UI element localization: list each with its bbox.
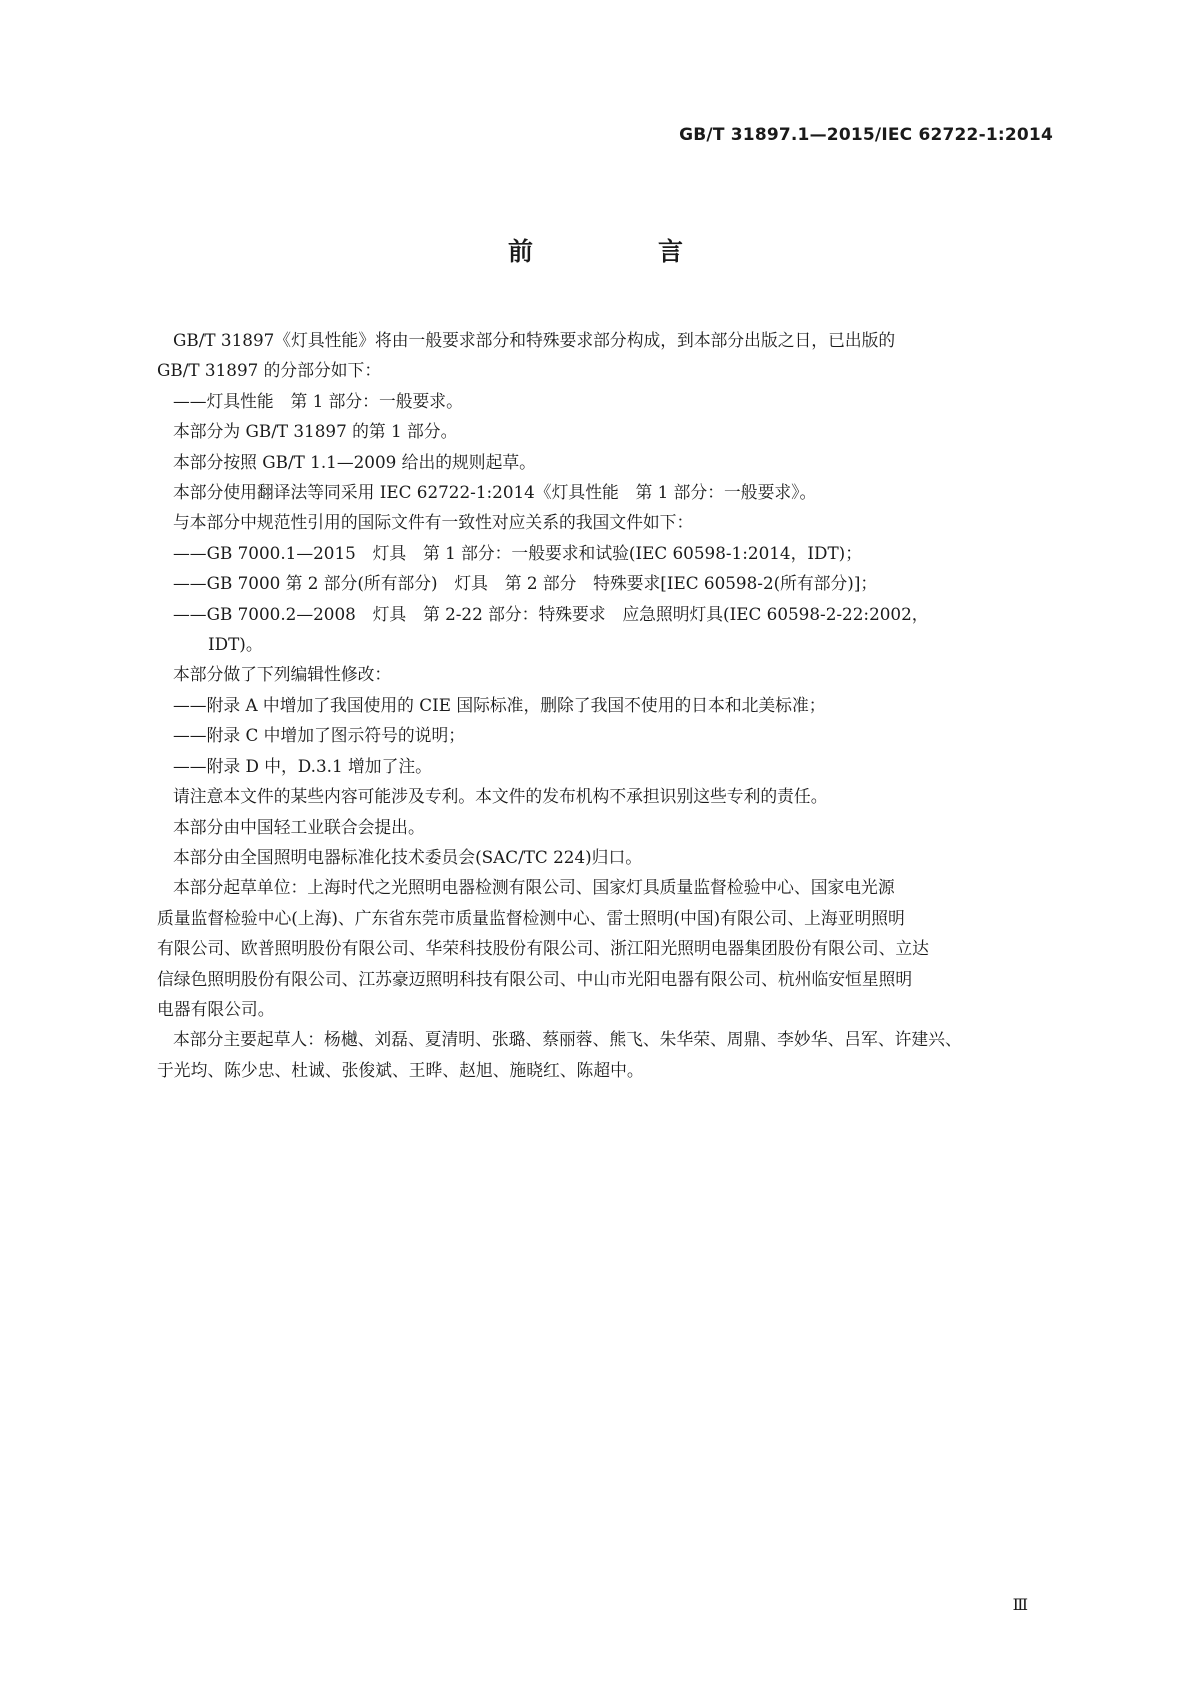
paragraph: 本部分按照 GB/T 1.1—2009 给出的规则起草。 [173,451,536,472]
list-item: ——附录 C 中增加了图示符号的说明； [173,725,466,746]
page-number: Ⅲ [1012,1595,1028,1614]
paragraph: 本部分起草单位：上海时代之光照明电器检测有限公司、国家灯具质量监督检验中心、国家电光源 [173,877,895,898]
list-item-continuation: IDT)。 [208,634,263,655]
paragraph-continuation: 于光均、陈少忠、杜诚、张俊斌、王晔、赵旭、施晓红、陈超中。 [157,1059,644,1080]
list-item: ——GB 7000.2—2008 灯具 第 2-22 部分：特殊要求 应急照明灯具(IEC 60598-2-22:2002， [173,603,929,624]
paragraph-continuation: 信绿色照明股份有限公司、江苏豪迈照明科技有限公司、中山市光阳电器有限公司、杭州临安恒星照明 [157,968,913,989]
paragraph: 与本部分中规范性引用的国际文件有一致性对应关系的我国文件如下： [173,512,694,533]
paragraph: 本部分使用翻译法等同采用 IEC 62722-1:2014《灯具性能 第 1 部分：一般要求》。 [173,482,817,503]
list-item: ——附录 A 中增加了我国使用的 CIE 国际标准，删除了我国不使用的日本和北美标准； [173,694,826,715]
list-item: ——附录 D 中，D.3.1 增加了注。 [173,755,432,776]
paragraph-continuation: 质量监督检验中心(上海)、广东省东莞市质量监督检测中心、雷士照明(中国)有限公司、上海亚明照明 [157,907,905,928]
paragraph: 本部分做了下列编辑性修改： [173,664,392,685]
paragraph: 本部分由全国照明电器标准化技术委员会(SAC/TC 224)归口。 [173,846,643,867]
paragraph: 本部分主要起草人：杨樾、刘磊、夏清明、张璐、蔡丽蓉、熊飞、朱华荣、周鼎、李妙华、吕军、许建兴、 [173,1029,962,1050]
foreword-body [157,325,1070,1085]
paragraph-continuation: 有限公司、欧普照明股份有限公司、华荣科技股份有限公司、浙江阳光照明电器集团股份有限公司、立达 [157,938,929,959]
list-item: ——灯具性能 第 1 部分：一般要求。 [173,390,463,411]
paragraph: 本部分为 GB/T 31897 的第 1 部分。 [173,421,458,442]
list-item: ——GB 7000 第 2 部分(所有部分) 灯具 第 2 部分 特殊要求[IEC 60598-2(所有部分)]； [173,573,878,594]
standard-code-header: GB/T 31897.1—2015/IEC 62722-1:2014 [679,125,1053,145]
page-title: 前 言 [507,237,733,266]
paragraph: GB/T 31897《灯具性能》将由一般要求部分和特殊要求部分构成，到本部分出版之日，已出版的 [173,330,896,350]
list-item: ——GB 7000.1—2015 灯具 第 1 部分：一般要求和试验(IEC 60598-1:2014，IDT)； [173,542,862,563]
paragraph: GB/T 31897 的分部分如下： [157,360,382,381]
paragraph: 本部分由中国轻工业联合会提出。 [173,816,425,837]
paragraph: 请注意本文件的某些内容可能涉及专利。本文件的发布机构不承担识别这些专利的责任。 [173,786,828,807]
paragraph-continuation: 电器有限公司。 [157,998,275,1019]
